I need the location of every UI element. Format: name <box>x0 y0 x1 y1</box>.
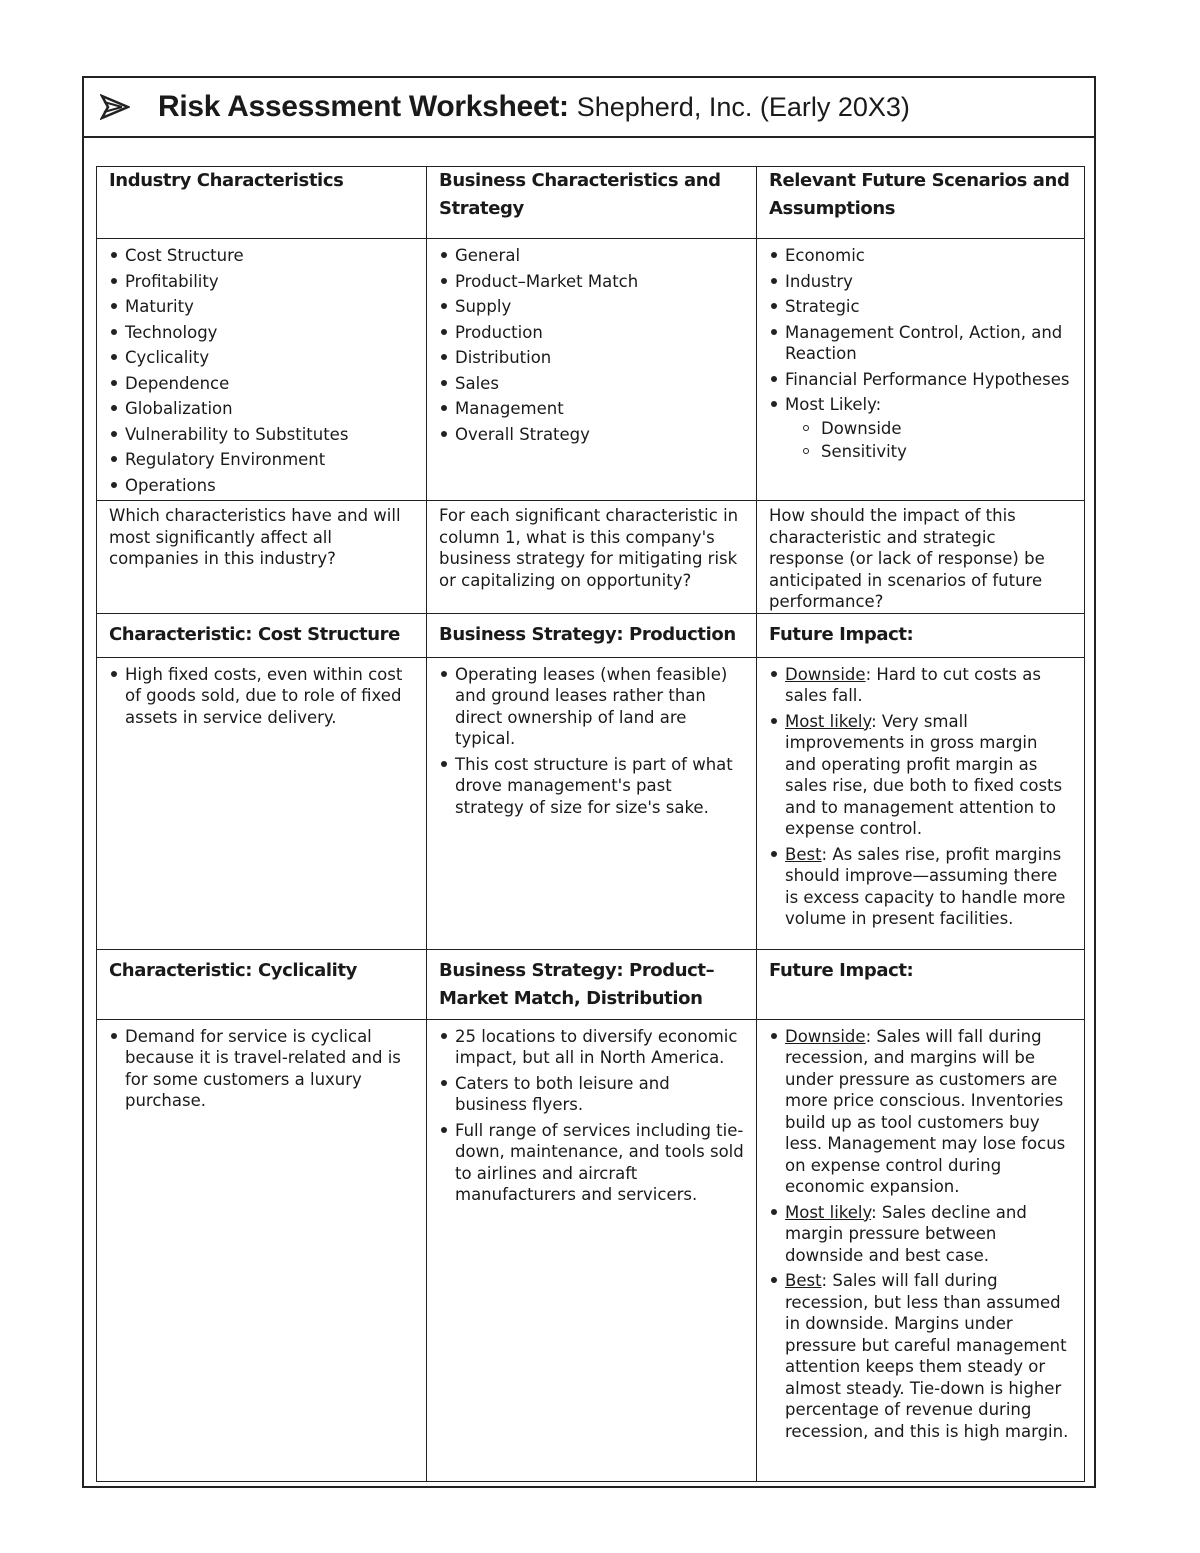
scenario-text: : Sales will fall during recession, but less than assumed in downside. Margins under pressure but careful management attention keeps them steady or almost steady. Tie-down is higher percentage of revenue during recession, and this is high margin. <box>785 1271 1069 1441</box>
list-item <box>769 711 1072 840</box>
industry-question: Which characteristics have and will most significantly affect all companies in this industry? <box>109 506 401 568</box>
list-item <box>769 1270 1072 1442</box>
industry-list <box>109 245 414 496</box>
list-item: Production <box>439 322 744 344</box>
list-item: Vulnerability to Substitutes <box>109 424 414 446</box>
list-item: Profitability <box>109 271 414 293</box>
list-item: General <box>439 245 744 267</box>
title-bar <box>84 78 1094 138</box>
list-item: Full range of services including tie-down, maintenance, and tools sold to airlines and aircraft manufacturers and servicers. <box>439 1120 744 1206</box>
list-item: Cost Structure <box>109 245 414 267</box>
section1-header-row <box>97 613 1085 657</box>
list-item: Maturity <box>109 296 414 318</box>
categories-row <box>97 239 1085 501</box>
scenario-text: : Sales will fall during recession, and margins will be under pressure as customers are more price conscious. Inventories build up as tool customers buy less. Management may lose focus on expense control during economic expansion. <box>785 1026 1066 1196</box>
list-item: Overall Strategy <box>439 424 744 446</box>
list-item <box>769 664 1072 707</box>
list-item: High fixed costs, even within cost of goods sold, due to role of fixed assets in service delivery. <box>109 664 414 729</box>
section2-impact-list <box>769 1026 1072 1443</box>
list-item: Technology <box>109 322 414 344</box>
section2-strategy-list <box>439 1026 744 1206</box>
scenario-text: : Very small improvements in gross margin and operating profit margin as sales rise, due both to fixed costs and to management attention to expense control. <box>785 711 1063 838</box>
section1-characteristic-list <box>109 664 414 729</box>
scenario-label: Downside <box>785 664 866 684</box>
list-item: Caters to both leisure and business flyers. <box>439 1073 744 1116</box>
list-item: Financial Performance Hypotheses <box>769 369 1072 391</box>
section2-header-row <box>97 949 1085 1019</box>
sub-list-item: Downside <box>801 418 1072 440</box>
list-item: Economic <box>769 245 1072 267</box>
section2-strategy-heading: Business Strategy: Product–Market Match, Distribution <box>439 959 715 1009</box>
section2-body-row <box>97 1019 1085 1481</box>
list-item: Management <box>439 398 744 420</box>
scenario-label: Most likely <box>785 711 872 731</box>
list-item-label: Most Likely: <box>785 395 882 414</box>
section1-strategy-list <box>439 664 744 819</box>
scenario-text: : As sales rise, profit margins should improve—assuming there is excess capacity to handle more volume in present facilities. <box>785 844 1066 928</box>
scenarios-list <box>769 245 1072 463</box>
arrow-bullet-icon <box>100 94 130 120</box>
list-item: Cyclicality <box>109 347 414 369</box>
scenario-label: Downside <box>785 1026 866 1046</box>
list-item <box>769 844 1072 930</box>
section1-impact-list <box>769 664 1072 930</box>
list-item: Operations <box>109 475 414 497</box>
list-item: This cost structure is part of what drove management's past strategy of size for size's sake. <box>439 754 744 819</box>
scenario-text: : Hard to cut costs as sales fall. <box>785 664 1041 705</box>
list-item: Supply <box>439 296 744 318</box>
list-item: Sales <box>439 373 744 395</box>
list-item <box>769 394 1072 463</box>
list-item: Strategic <box>769 296 1072 318</box>
scenario-label: Best <box>785 844 822 864</box>
business-list <box>439 245 744 445</box>
questions-row <box>97 501 1085 614</box>
scenario-text: : Sales decline and margin pressure between downside and best case. <box>785 1202 1027 1265</box>
list-item: Operating leases (when feasible) and ground leases rather than direct ownership of land are typical. <box>439 664 744 750</box>
section1-body-row <box>97 657 1085 949</box>
section2-impact-heading: Future Impact: <box>769 959 914 981</box>
business-question: For each significant characteristic in column 1, what is this company's business strategy for mitigating risk or capitalizing on opportunity? <box>439 506 739 590</box>
col-header-business: Business Characteristics and Strategy <box>439 170 721 219</box>
sub-list-item: Sensitivity <box>801 441 1072 463</box>
list-item: Globalization <box>109 398 414 420</box>
table-header-row <box>97 167 1085 239</box>
title-main: Risk Assessment Worksheet: <box>158 90 569 123</box>
col-header-industry: Industry Characteristics <box>109 170 344 191</box>
list-item: Product–Market Match <box>439 271 744 293</box>
col-header-scenarios: Relevant Future Scenarios and Assumptions <box>769 170 1070 219</box>
list-item <box>769 1202 1072 1267</box>
section1-impact-heading: Future Impact: <box>769 623 914 645</box>
list-item: Management Control, Action, and Reaction <box>769 322 1072 365</box>
title-subject: Shepherd, Inc. (Early 20X3) <box>576 91 910 122</box>
list-item: Dependence <box>109 373 414 395</box>
list-item: 25 locations to diversify economic impact, but all in North America. <box>439 1026 744 1069</box>
section1-characteristic-heading: Characteristic: Cost Structure <box>109 623 400 645</box>
most-likely-sublist <box>785 418 1072 463</box>
section1-strategy-heading: Business Strategy: Production <box>439 623 736 645</box>
scenario-label: Best <box>785 1271 822 1290</box>
list-item: Industry <box>769 271 1072 293</box>
section2-characteristic-list <box>109 1026 414 1112</box>
list-item <box>769 1026 1072 1198</box>
list-item: Demand for service is cyclical because it is travel-related and is for some customers a luxury purchase. <box>109 1026 414 1112</box>
list-item: Regulatory Environment <box>109 449 414 471</box>
worksheet-table <box>96 166 1085 1482</box>
list-item: Distribution <box>439 347 744 369</box>
section2-characteristic-heading: Characteristic: Cyclicality <box>109 959 357 981</box>
scenarios-question: How should the impact of this characteristic and strategic response (or lack of response) be anticipated in scenarios of future performance? <box>769 506 1045 611</box>
scenario-label: Most likely <box>785 1202 872 1222</box>
